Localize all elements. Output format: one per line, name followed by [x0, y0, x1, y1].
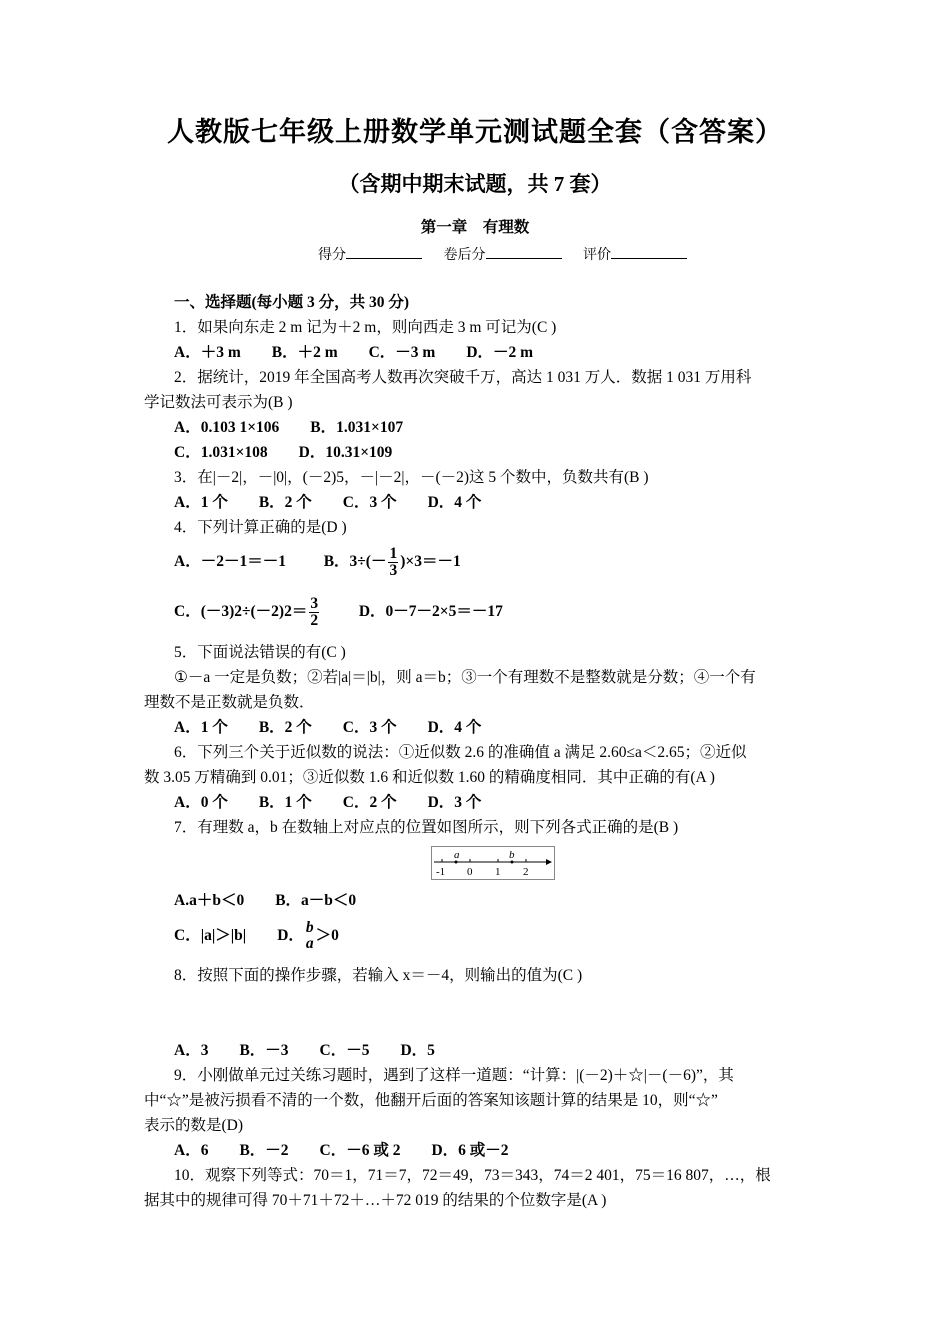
final-score-label: 卷后分 — [443, 248, 486, 263]
question-4-options-row2 — [174, 594, 503, 630]
fraction-denominator: 3 — [389, 561, 398, 579]
question-7-option-c: C．|a|＞|b| D． — [174, 927, 304, 944]
question-4-stem: 4．下列计算正确的是(D ) — [174, 519, 347, 536]
fraction-numerator: 1 — [389, 544, 398, 562]
question-6-options: A．0 个 B．1 个 C．2 个 D．3 个 — [174, 794, 482, 811]
question-2-stem-line2: 学记数法可表示为(B ) — [144, 394, 293, 411]
section-heading: 一、选择题(每小题 3 分，共 30 分) — [174, 294, 410, 311]
question-2-stem-line1: 2．据统计，2019 年全国高考人数再次突破千万，高达 1 031 万人．数据 1 031 万用科 — [174, 369, 752, 386]
tick-label: 0 — [467, 866, 473, 878]
question-7-options-row2 — [174, 918, 339, 954]
point-a-label: a — [454, 849, 460, 861]
question-4-option-d: D．0－7－2×5＝－17 — [358, 603, 503, 620]
question-10-stem-line1: 10．观察下列等式：70＝1，71＝7，72＝49，73＝343，74＝2 401，75＝16 807，…，根 — [174, 1167, 771, 1184]
question-5-body-line2: 理数不是正数就是负数． — [144, 694, 315, 711]
point-b-label: b — [509, 849, 515, 861]
document-subtitle: （含期中期末试题，共 7 套） — [338, 172, 612, 196]
question-1-stem: 1．如果向东走 2 m 记为＋2 m，则向西走 3 m 可记为(C ) — [174, 319, 557, 336]
fraction-numerator: b — [305, 919, 314, 937]
question-4-option-a: A．－2－1＝－1 — [174, 553, 286, 570]
fraction-denominator: a — [305, 935, 314, 953]
question-4-option-b-prefix: B．3÷(－ — [323, 553, 387, 570]
question-5-options: A．1 个 B．2 个 C．3 个 D．4 个 — [174, 719, 482, 736]
fraction-numerator: 3 — [310, 594, 319, 612]
fraction — [309, 596, 319, 629]
question-9-stem-line2: 中“☆”是被污损看不清的一个数，他翻开后面的答案知该题计算的结果是 10，则“☆” — [144, 1092, 718, 1109]
question-4-option-b-suffix: )×3＝－1 — [400, 553, 461, 570]
question-5-body-line1: ①－a 一定是负数；②若|a|＝|b|，则 a＝b；③一个有理数不是整数就是分数；④一个有 — [174, 669, 756, 686]
question-2-options-row2: C．1.031×108 D．10.31×109 — [174, 444, 393, 461]
question-9-options: A．6 B．－2 C．－6 或 2 D．6 或－2 — [174, 1142, 509, 1159]
question-2-options-row1: A．0.103 1×106 B．1.031×107 — [174, 419, 404, 436]
score-line — [318, 244, 705, 266]
question-7-option-d-suffix: ＞0 — [315, 927, 339, 944]
chapter-heading: 第一章 有理数 — [420, 219, 530, 236]
question-3-options: A．1 个 B．2 个 C．3 个 D．4 个 — [174, 494, 482, 511]
question-8-stem: 8．按照下面的操作步骤，若输入 x＝－4，则输出的值为(C ) — [174, 967, 583, 984]
question-5-stem: 5．下面说法错误的有(C ) — [174, 644, 346, 661]
question-7-stem: 7．有理数 a，b 在数轴上对应点的位置如图所示，则下列各式正确的是(B ) — [174, 819, 679, 836]
question-3-stem: 3．在|－2|，－|0|，(－2)5，－|－2|，－(－2)这 5 个数中，负数共有(B ) — [174, 469, 649, 486]
question-4-option-c: C．(－3)2÷(－2)2＝ — [174, 603, 308, 620]
tick-label: 1 — [495, 866, 501, 878]
question-6-stem-line1: 6．下列三个关于近似数的说法：①近似数 2.6 的准确值 a 满足 2.60≤a＜2.65；②近似 — [174, 744, 747, 761]
score-blank[interactable] — [346, 244, 422, 259]
question-8-options: A．3 B．－3 C．－5 D．5 — [174, 1042, 435, 1059]
fraction — [306, 920, 314, 952]
question-1-options: A．＋3 m B．＋2 m C．－3 m D．－2 m — [174, 344, 534, 361]
tick-label: 2 — [523, 866, 529, 878]
question-6-stem-line2: 数 3.05 万精确到 0.01；③近似数 1.6 和近似数 1.60 的精确度相同．其中正确的有(A ) — [144, 769, 715, 786]
question-9-stem-line3: 表示的数是(D) — [144, 1117, 244, 1134]
score-label: 得分 — [318, 248, 346, 263]
axis-arrow-icon — [546, 859, 552, 865]
evaluation-label: 评价 — [583, 248, 611, 263]
question-9-stem-line1: 9．小刚做单元过关练习题时，遇到了这样一道题：“计算：|(－2)＋☆|－(－6)”，其 — [174, 1067, 734, 1084]
evaluation-blank[interactable] — [611, 244, 687, 259]
number-line-svg — [432, 847, 554, 879]
final-score-blank[interactable] — [486, 244, 562, 259]
question-7-options-row1: A.a＋b＜0 B．a－b＜0 — [174, 892, 357, 909]
document-title: 人教版七年级上册数学单元测试题全套（含答案） — [167, 117, 783, 147]
number-line-figure — [431, 846, 555, 880]
fraction — [388, 546, 398, 579]
tick-label: -1 — [436, 866, 446, 878]
question-10-stem-line2: 据其中的规律可得 70＋71＋72＋…＋72 019 的结果的个位数字是(A ) — [144, 1192, 607, 1209]
question-4-options-row1 — [174, 544, 461, 580]
fraction-denominator: 2 — [310, 611, 319, 629]
